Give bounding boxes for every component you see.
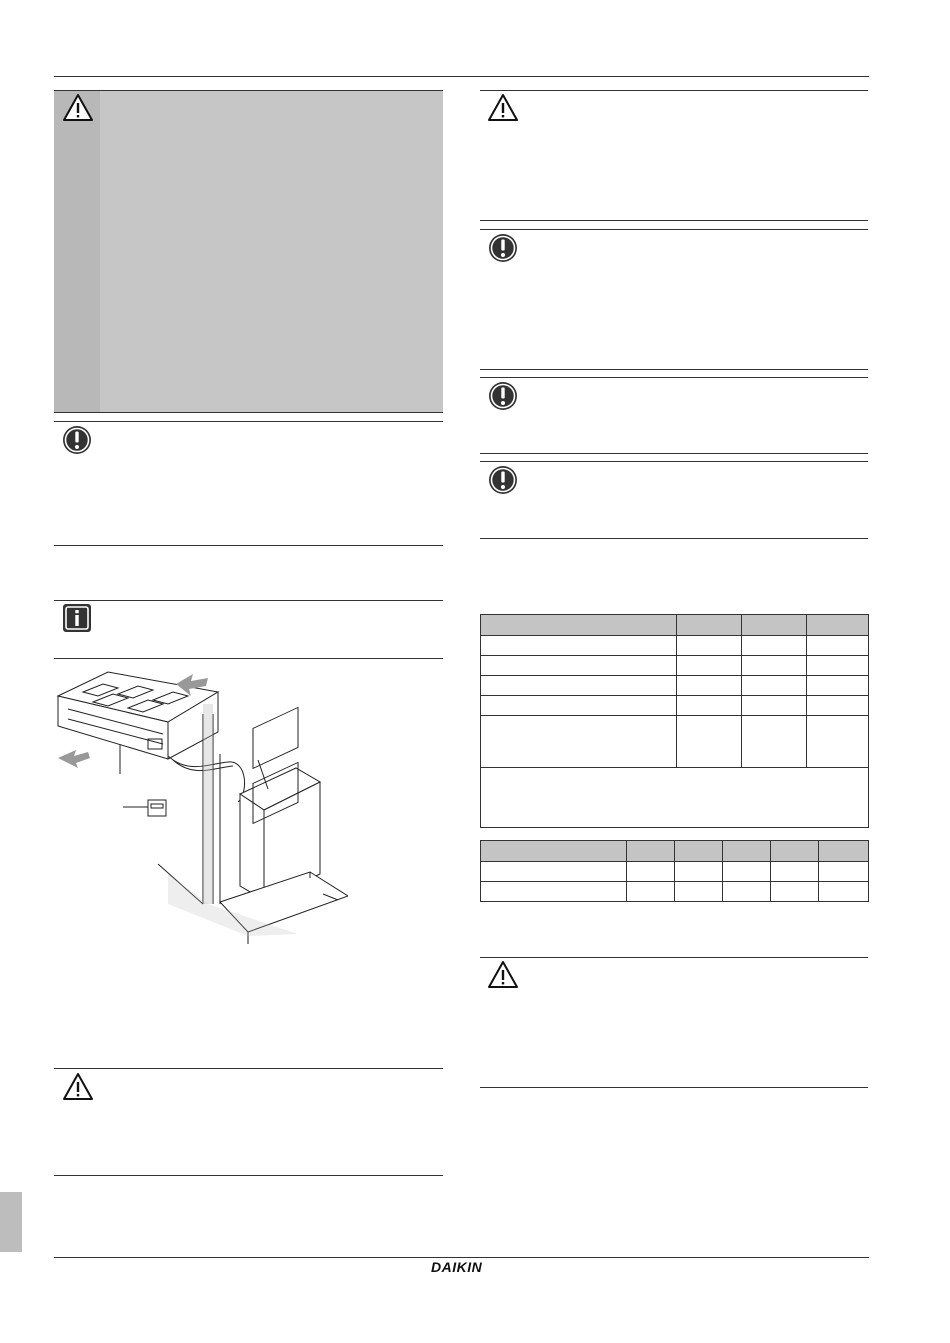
- table-row: [481, 656, 869, 676]
- r-note-box-3-bottom-rule: [480, 538, 868, 539]
- spec-table-2: [480, 840, 869, 902]
- table-row: [481, 716, 869, 768]
- warning-triangle-icon: [62, 92, 94, 124]
- warning-box-strip: [54, 90, 100, 412]
- note-box-1-top-rule: [54, 421, 443, 422]
- warning-box-2-top-rule: [54, 1068, 443, 1069]
- info-square-icon: [61, 602, 93, 634]
- table-row: [481, 636, 869, 656]
- r-note-box-3-top-rule: [480, 461, 868, 462]
- exclamation-circle-icon: [487, 464, 519, 496]
- exclamation-circle-icon: [487, 380, 519, 412]
- exclamation-circle-icon: [61, 424, 93, 456]
- r-warning-box-2-top-rule: [480, 957, 868, 958]
- info-box-bottom-rule: [54, 658, 443, 659]
- side-language-tab: [0, 1192, 22, 1252]
- table-row: [481, 882, 869, 902]
- r-note-box-1-top-rule: [480, 229, 868, 230]
- r-note-box-2-top-rule: [480, 377, 868, 378]
- r-warning-box-bottom-rule: [480, 220, 868, 221]
- footer-rule: [54, 1257, 869, 1258]
- table-row: [481, 676, 869, 696]
- r-warning-box-top-rule: [480, 90, 868, 91]
- r-note-box-1-bottom-rule: [480, 369, 868, 370]
- table-footnote-row: [481, 768, 869, 828]
- header-rule: [54, 76, 869, 77]
- table-header-row: [481, 841, 869, 862]
- r-note-box-2-bottom-rule: [480, 453, 868, 454]
- info-box-top-rule: [54, 600, 443, 601]
- warning-triangle-icon: [487, 92, 519, 124]
- daikin-logo: DAIKIN: [431, 1259, 483, 1275]
- warning-box: [100, 90, 443, 412]
- table-row: [481, 696, 869, 716]
- warning-triangle-icon: [487, 959, 519, 991]
- exclamation-circle-icon: [487, 232, 519, 264]
- spec-table-1: [480, 614, 869, 828]
- warning-triangle-icon: [62, 1071, 94, 1103]
- warning-box-2-bottom-rule: [54, 1175, 443, 1176]
- warning-box-bottom-rule: [54, 412, 443, 413]
- warning-box-top-rule: [54, 90, 443, 91]
- r-warning-box-2-bottom-rule: [480, 1087, 868, 1088]
- note-box-1-bottom-rule: [54, 545, 443, 546]
- table-header-row: [481, 615, 869, 636]
- installation-diagram: [48, 664, 348, 944]
- table-row: [481, 862, 869, 882]
